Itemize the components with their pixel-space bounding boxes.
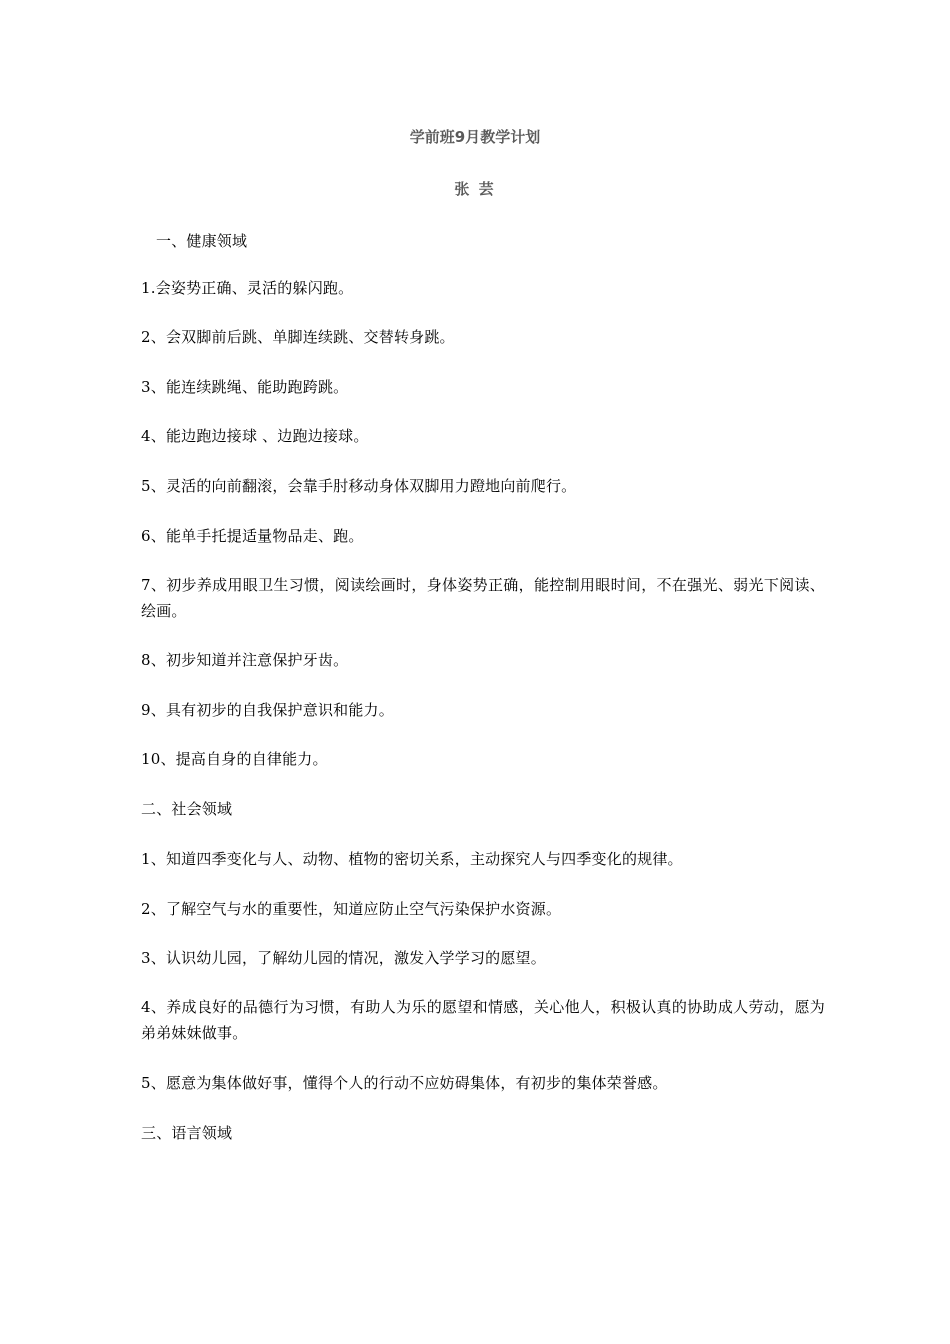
list-item: 5、愿意为集体做好事，懂得个人的行动不应妨碍集体，有初步的集体荣誉感。 (141, 1074, 668, 1092)
list-item: 2、会双脚前后跳、单脚连续跳、交替转身跳。 (141, 328, 455, 346)
section-heading-health: 一、健康领域 (156, 232, 248, 250)
list-item: 1、知道四季变化与人、动物、植物的密切关系，主动探究人与四季变化的规律。 (141, 850, 683, 868)
list-item: 2、了解空气与水的重要性，知道应防止空气污染保护水资源。 (141, 900, 562, 918)
list-item: 3、能连续跳绳、能助跑跨跳。 (141, 378, 349, 396)
list-item: 6、能单手托提适量物品走、跑。 (141, 527, 364, 545)
list-item: 1.会姿势正确、灵活的躲闪跑。 (141, 279, 354, 297)
document-title: 学前班9月教学计划 (409, 128, 541, 146)
section-heading-social: 二、社会领域 (141, 800, 233, 818)
list-item: 5、灵活的向前翻滚，会靠手肘移动身体双脚用力蹬地向前爬行。 (141, 477, 577, 495)
list-item: 9、具有初步的自我保护意识和能力。 (141, 701, 394, 719)
list-item: 10、提高自身的自律能力。 (141, 750, 328, 768)
section-heading-language: 三、语言领域 (141, 1124, 233, 1142)
list-item: 8、初步知道并注意保护牙齿。 (141, 651, 349, 669)
list-item: 4、养成良好的品德行为习惯，有助人为乐的愿望和情感，关心他人，积极认真的协助成人劳动，愿为弟弟妹妹做事。 (141, 998, 825, 1042)
list-item: 7、初步养成用眼卫生习惯，阅读绘画时，身体姿势正确，能控制用眼时间，不在强光、弱光下阅读、绘画。 (141, 576, 825, 620)
list-item: 4、能边跑边接球 、边跑边接球。 (141, 427, 369, 445)
document-author: 张 芸 (454, 180, 496, 198)
list-item: 3、认识幼儿园，了解幼儿园的情况，激发入学学习的愿望。 (141, 949, 546, 967)
